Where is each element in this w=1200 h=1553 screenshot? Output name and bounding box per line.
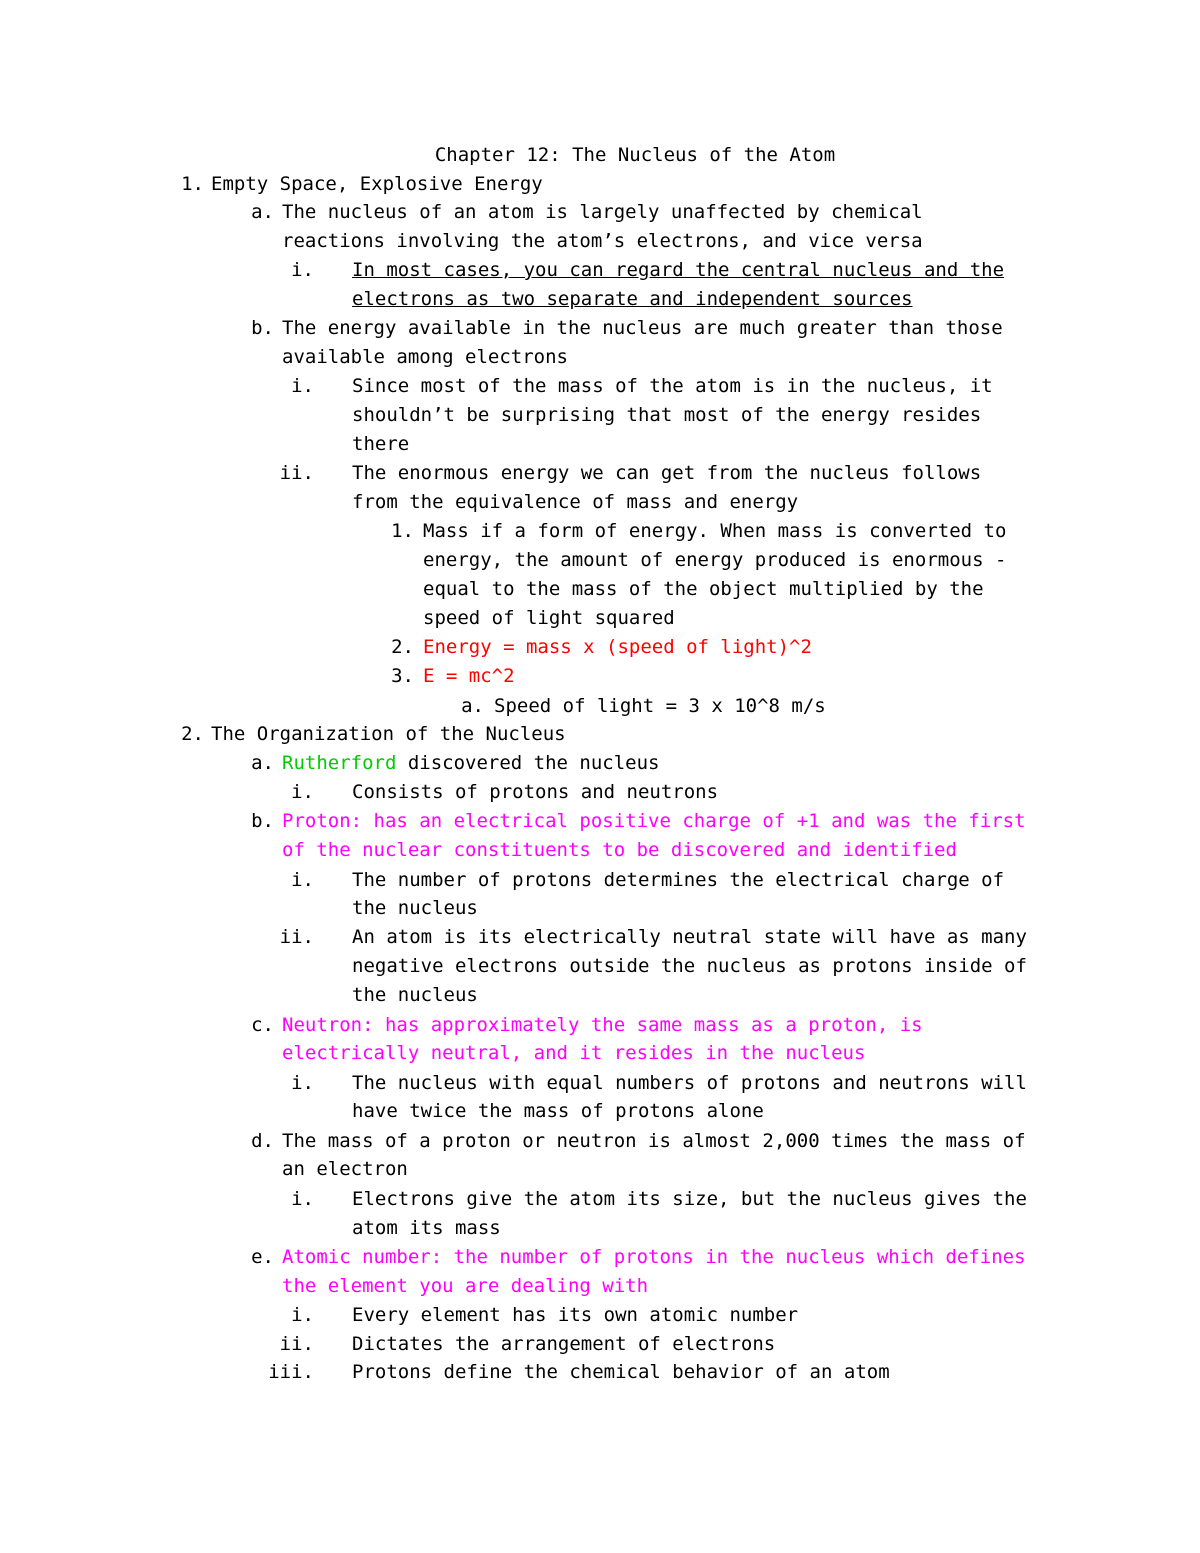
list-item-line: The energy available in the nucleus are much greater than those [282, 317, 1003, 339]
list-item-line: Mass if a form of energy. When mass is converted to [423, 520, 1007, 542]
list-marker: ii. [279, 1333, 314, 1355]
formula-text: Energy = mass x (speed of light)^2 [423, 636, 812, 658]
list-item-line: have twice the mass of protons alone [352, 1100, 764, 1122]
list-marker: d. [251, 1130, 274, 1152]
formula-text: E = mc^2 [423, 665, 515, 687]
list-item-line: negative electrons outside the nucleus as protons inside of [352, 955, 1027, 977]
list-marker: iii. [268, 1361, 314, 1383]
list-marker: 1. [391, 520, 414, 542]
list-marker: i. [291, 1188, 314, 1210]
list-marker: i. [291, 259, 314, 281]
section-heading: Empty Space, Explosive Energy [211, 173, 543, 195]
list-item-line: Since most of the mass of the atom is in the nucleus, it [352, 375, 993, 397]
list-item-line: Speed of light = 3 x 10^8 m/s [494, 695, 826, 717]
list-item-line: equal to the mass of the object multiplied by the [423, 578, 984, 600]
definition-line: Neutron: has approximately the same mass as a proton, is [282, 1014, 923, 1036]
list-item-line: Dictates the arrangement of electrons [352, 1333, 776, 1355]
list-marker: e. [251, 1246, 274, 1268]
underlined-note-line: electrons as two separate and independent sources [352, 288, 913, 310]
list-item-line: The mass of a proton or neutron is almost 2,000 times the mass of [282, 1130, 1026, 1152]
list-item-line: energy, the amount of energy produced is enormous - [423, 549, 1007, 571]
list-item-line: An atom is its electrically neutral state will have as many [352, 926, 1027, 948]
list-marker: i. [291, 375, 314, 397]
definition-line: electrically neutral, and it resides in the nucleus [282, 1042, 866, 1064]
definition-line: Atomic number: the number of protons in the nucleus which defines [282, 1246, 1026, 1268]
list-marker: b. [251, 317, 274, 339]
list-marker: ii. [279, 462, 314, 484]
list-item-line: shouldn’t be surprising that most of the energy resides [352, 404, 982, 426]
list-marker: a. [461, 695, 484, 717]
section-number: 2. [181, 723, 204, 745]
underlined-note-line: In most cases, you can regard the central nucleus and the [352, 259, 1005, 281]
list-item-line: Electrons give the atom its size, but the nucleus gives the [352, 1188, 1027, 1210]
list-marker: ii. [279, 926, 314, 948]
definition-line: of the nuclear constituents to be discovered and identified [282, 839, 957, 861]
list-marker: a. [251, 201, 274, 223]
section-heading: The Organization of the Nucleus [211, 723, 566, 745]
list-item-line: an electron [282, 1158, 408, 1180]
list-item-line: The number of protons determines the electrical charge of [352, 869, 1005, 891]
section-number: 1. [181, 173, 204, 195]
list-item-line: Consists of protons and neutrons [352, 781, 719, 803]
list-marker: b. [251, 810, 274, 832]
list-item-line: The nucleus of an atom is largely unaffected by chemical [282, 201, 923, 223]
list-item-line: the nucleus [352, 897, 478, 919]
list-marker: i. [291, 1304, 314, 1326]
list-marker: i. [291, 1072, 314, 1094]
list-marker: i. [291, 781, 314, 803]
list-item-line: the nucleus [352, 984, 478, 1006]
list-item-line: there [352, 433, 410, 455]
list-item-line: The nucleus with equal numbers of protons and neutrons will [352, 1072, 1027, 1094]
list-item-line: available among electrons [282, 346, 568, 368]
list-item-line: reactions involving the atom’s electrons, and vice versa [282, 230, 923, 252]
list-item-line: speed of light squared [423, 607, 675, 629]
list-marker: 2. [391, 636, 414, 658]
list-marker: c. [251, 1014, 274, 1036]
list-marker: i. [291, 869, 314, 891]
definition-line: Proton: has an electrical positive charge of +1 and was the first [282, 810, 1026, 832]
list-item-line: Every element has its own atomic number [352, 1304, 799, 1326]
list-item-line [282, 749, 660, 778]
list-marker: a. [251, 752, 274, 774]
definition-line: the element you are dealing with [282, 1275, 649, 1297]
list-item-line: Protons define the chemical behavior of an atom [352, 1361, 890, 1383]
list-item-line: The enormous energy we can get from the nucleus follows [352, 462, 982, 484]
list-marker: 3. [391, 665, 414, 687]
list-item-line: atom its mass [352, 1217, 501, 1239]
highlighted-name: Rutherford [282, 752, 397, 774]
page-title: Chapter 12: The Nucleus of the Atom [434, 144, 836, 166]
list-item-line: from the equivalence of mass and energy [352, 491, 799, 513]
list-item-text: discovered the nucleus [396, 752, 660, 774]
